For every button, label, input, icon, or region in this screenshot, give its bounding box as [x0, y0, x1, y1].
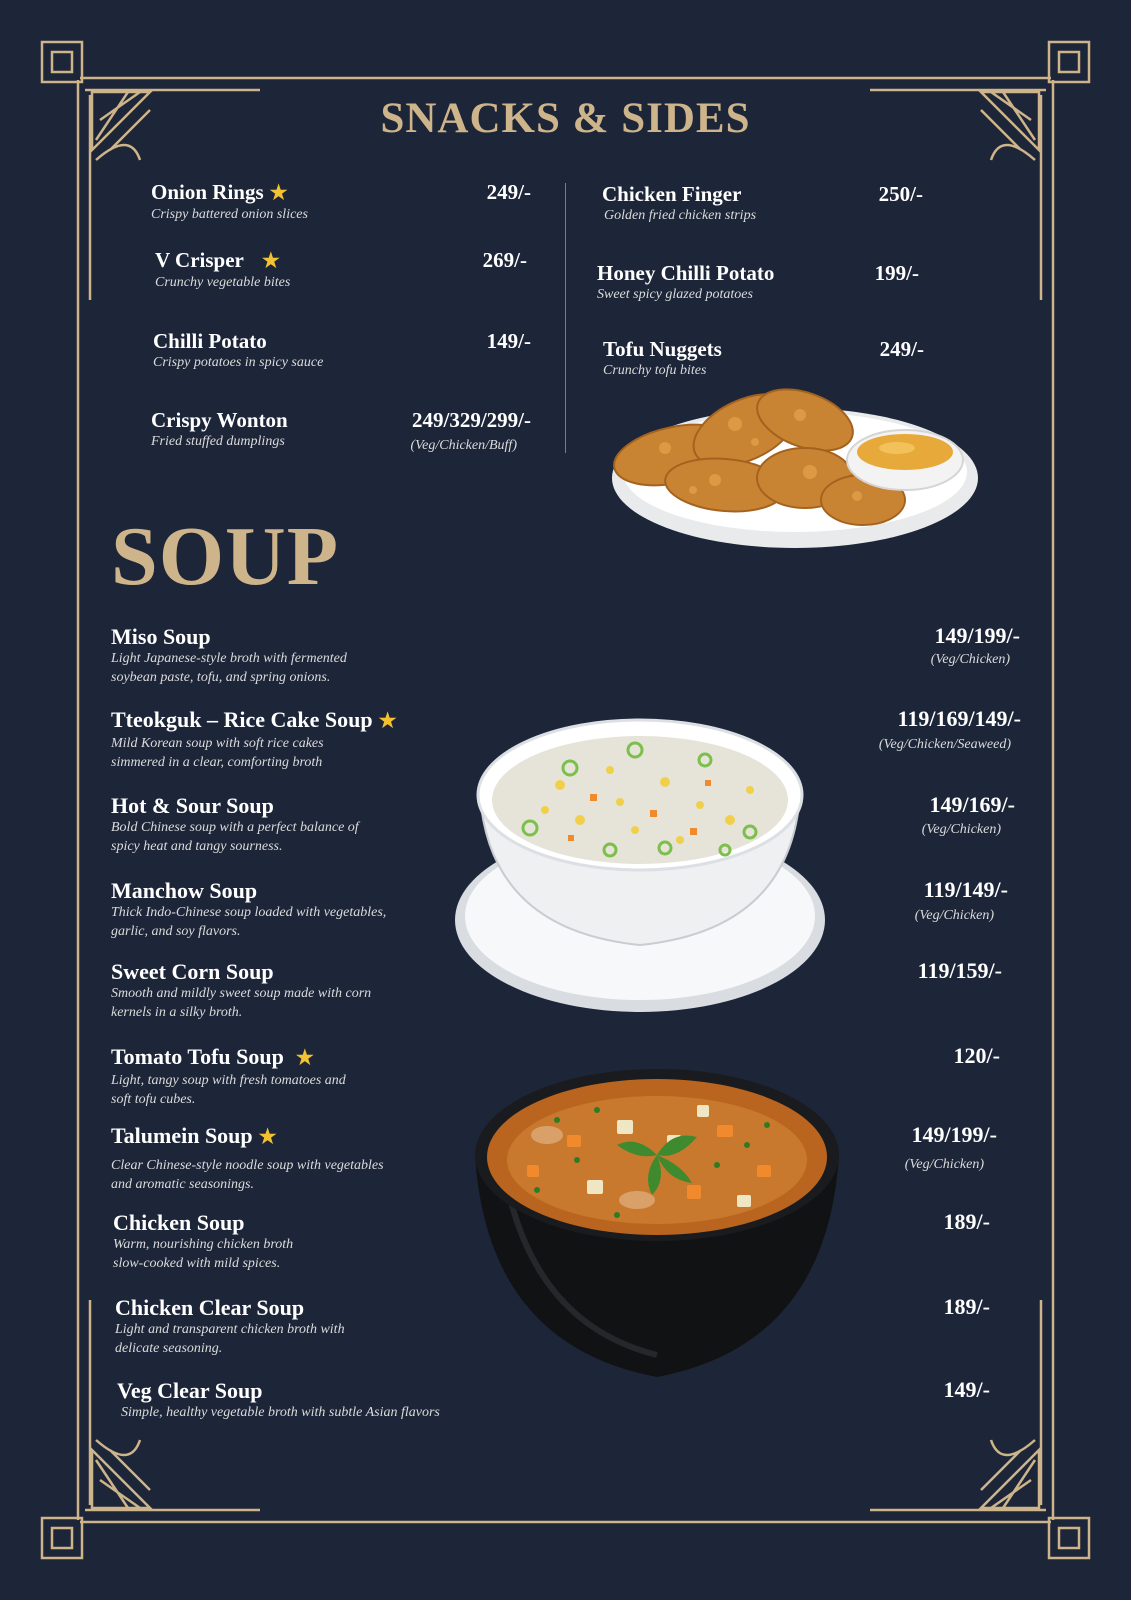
item-price: 249/-	[486, 180, 531, 204]
menu-item-manchow-soup	[111, 878, 386, 941]
menu-item-tomato-tofu-soup	[111, 1044, 346, 1109]
menu-item-onion-rings	[151, 180, 308, 224]
sweet-corn-soup-bowl-image	[450, 710, 830, 1020]
menu-item-veg-clear-soup	[117, 1378, 440, 1422]
item-price-note: (Veg/Chicken)	[930, 652, 1010, 667]
item-name: V Crisper	[155, 248, 244, 272]
item-name: Onion Rings	[151, 180, 264, 204]
item-description-line: Smooth and mildly sweet soup made with corn	[111, 986, 372, 1001]
menu-item-crispy-wonton	[151, 408, 288, 451]
item-description: Fried stuffed dumplings	[151, 434, 285, 449]
item-price-note: (Veg/Chicken)	[904, 1157, 984, 1172]
item-price: 119/149/-	[923, 877, 1008, 902]
item-description: Crunchy tofu bites	[603, 363, 707, 378]
item-description: Crispy potatoes in spicy sauce	[153, 355, 324, 370]
item-name: Veg Clear Soup	[117, 1378, 263, 1403]
item-description-line: Bold Chinese soup with a perfect balance of	[111, 820, 359, 835]
item-price: 149/-	[486, 329, 531, 353]
menu-item-honey-chilli-potato	[597, 261, 774, 304]
menu-item-tteokguk	[111, 707, 397, 772]
item-description: Sweet spicy glazed potatoes	[597, 287, 753, 302]
item-price: 250/-	[878, 182, 923, 206]
item-name: Chicken Soup	[113, 1210, 245, 1235]
item-price: 249/329/299/-	[412, 408, 531, 432]
item-description-line: soybean paste, tofu, and spring onions.	[111, 670, 331, 685]
item-price: 149/199/-	[934, 623, 1020, 648]
item-description-line: Simple, healthy vegetable broth with subtle Asian flavors	[121, 1405, 440, 1420]
item-description-line: slow-cooked with mild spices.	[113, 1256, 281, 1271]
item-price: 149/169/-	[929, 792, 1015, 817]
item-name: Tofu Nuggets	[603, 337, 722, 361]
item-name: Honey Chilli Potato	[597, 261, 775, 285]
chicken-fingers-plate-image	[605, 360, 985, 560]
menu-item-chilli-potato	[153, 329, 323, 372]
item-description-line: spicy heat and tangy sourness.	[111, 839, 283, 854]
item-description-line: Light, tangy soup with fresh tomatoes and	[111, 1073, 346, 1088]
item-name: Hot & Sour Soup	[111, 793, 274, 818]
item-price: 189/-	[943, 1294, 990, 1319]
star-icon: ★	[261, 250, 280, 272]
item-description-line: delicate seasoning.	[115, 1341, 223, 1356]
menu-item-v-crisper	[155, 248, 290, 292]
item-price: 149/199/-	[911, 1122, 997, 1147]
item-name: Talumein Soup	[111, 1123, 253, 1148]
item-name: Miso Soup	[111, 624, 211, 649]
star-icon: ★	[378, 710, 397, 732]
item-price: 120/-	[953, 1043, 1000, 1068]
star-icon: ★	[295, 1047, 314, 1069]
item-description-line: Mild Korean soup with soft rice cakes	[111, 736, 324, 751]
item-price: 119/169/149/-	[897, 706, 1021, 731]
item-name: Chicken Finger	[602, 182, 742, 206]
item-description: Crunchy vegetable bites	[155, 275, 291, 290]
item-price: 149/-	[943, 1377, 990, 1402]
item-price: 249/-	[879, 337, 924, 361]
item-description: Golden fried chicken strips	[604, 208, 757, 223]
column-divider	[565, 183, 566, 453]
menu-item-chicken-clear-soup	[115, 1295, 345, 1358]
item-description: Crispy battered onion slices	[151, 207, 308, 222]
item-description-line: Light Japanese-style broth with fermented	[111, 651, 347, 666]
item-description-line: Thick Indo-Chinese soup loaded with vegetables,	[111, 905, 387, 920]
menu-item-sweet-corn-soup	[111, 959, 371, 1022]
menu-item-talumein-soup	[111, 1123, 384, 1194]
item-name: Tteokguk – Rice Cake Soup	[111, 707, 373, 732]
item-price-note: (Veg/Chicken/Seaweed)	[878, 737, 1011, 752]
snacks-section-title: SNACKS & SIDES	[380, 95, 751, 142]
item-price-note: (Veg/Chicken/Buff)	[410, 438, 517, 453]
item-description-line: kernels in a silky broth.	[111, 1005, 243, 1020]
menu-item-chicken-soup	[113, 1210, 293, 1273]
star-icon: ★	[269, 182, 288, 204]
item-description-line: soft tofu cubes.	[111, 1092, 196, 1107]
item-name: Sweet Corn Soup	[111, 959, 274, 984]
item-name: Chilli Potato	[153, 329, 267, 353]
menu-item-miso-soup	[111, 624, 347, 687]
item-description-line: simmered in a clear, comforting broth	[111, 755, 323, 770]
item-price: 189/-	[943, 1209, 990, 1234]
menu-item-hot-sour-soup	[111, 793, 359, 856]
item-name: Manchow Soup	[111, 878, 258, 903]
item-description-line: Warm, nourishing chicken broth	[113, 1237, 294, 1252]
menu-item-chicken-finger	[602, 182, 756, 225]
soup-section-title: SOUP	[111, 510, 340, 603]
item-price: 119/159/-	[917, 958, 1002, 983]
item-price: 269/-	[482, 248, 527, 272]
item-price-note: (Veg/Chicken)	[921, 822, 1001, 837]
item-price-note: (Veg/Chicken)	[914, 908, 994, 923]
item-name: Chicken Clear Soup	[115, 1295, 305, 1320]
star-icon: ★	[258, 1126, 277, 1148]
item-description-line: Light and transparent chicken broth with	[115, 1322, 345, 1337]
item-description-line: Clear Chinese-style noodle soup with vegetables	[111, 1158, 384, 1173]
item-description-line: and aromatic seasonings.	[111, 1177, 254, 1192]
item-price: 199/-	[874, 261, 919, 285]
item-name: Crispy Wonton	[151, 408, 288, 432]
vegetable-clear-soup-bowl-image	[467, 1065, 847, 1385]
item-name: Tomato Tofu Soup	[111, 1044, 284, 1069]
item-description-line: garlic, and soy flavors.	[111, 924, 241, 939]
